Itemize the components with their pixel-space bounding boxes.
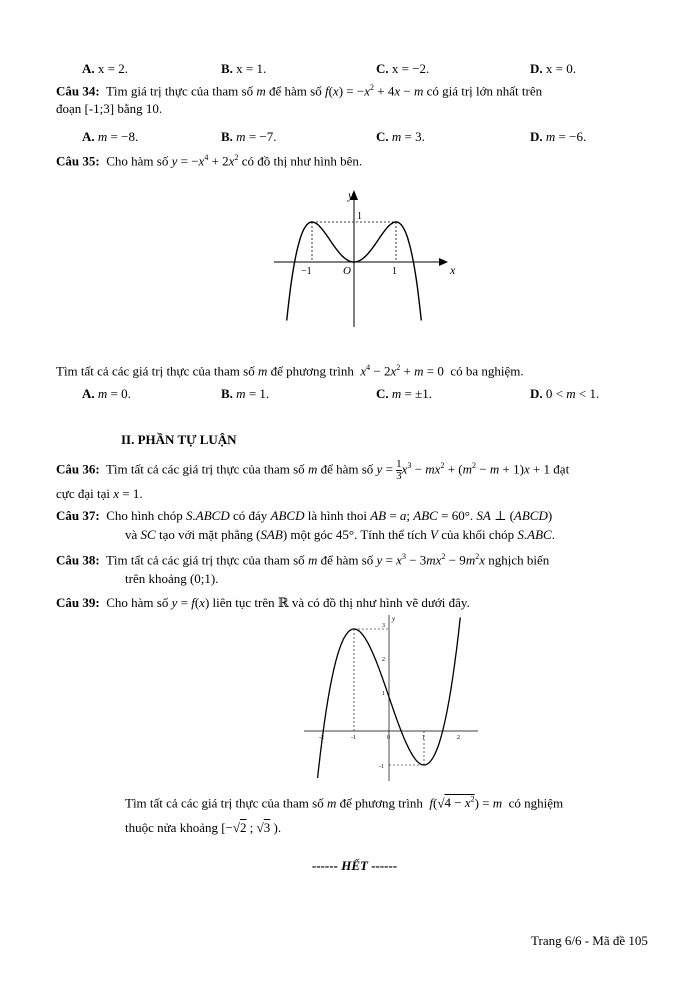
q36-line2: cực đại tại x = 1. bbox=[56, 486, 143, 501]
svg-text:−1: −1 bbox=[301, 266, 312, 277]
svg-text:0: 0 bbox=[387, 735, 390, 741]
q36-line1: Câu 36: Tìm tất cả các giá trị thực của tham số m để hàm số y = $\frac{1}{3}$ $x^3 - mx^2 + (m^2 - m + 1)x + 1$ đạt bbox=[56, 457, 570, 482]
q37-line2: và SC tạo với mặt phẳng (SAB) một góc 45°. Tính thể tích V của khối chóp S.ABC. bbox=[125, 527, 555, 542]
q38-line2: trên khoảng (0;1). bbox=[125, 571, 219, 586]
svg-text:2: 2 bbox=[457, 735, 460, 741]
svg-text:2: 2 bbox=[382, 657, 385, 663]
svg-text:3: 3 bbox=[382, 623, 385, 629]
q39-text: Câu 39: Cho hàm số y = f(x) liên tục trên ℝ và có đồ thị như hình vẽ dưới đây. bbox=[56, 595, 470, 610]
svg-text:x: x bbox=[450, 263, 456, 277]
page-footer: Trang 6/6 - Mã đề 105 bbox=[531, 933, 648, 948]
q33-answer-b: x = 1. bbox=[236, 61, 267, 76]
end-marker: ------ HẾT ------ bbox=[312, 858, 398, 873]
q35-text: Câu 35: Cho hàm số $y = -x^4 + 2x^2$ có đồ thị như hình bên. bbox=[56, 153, 363, 169]
q39-question-line1: Tìm tất cả các giá trị thực của tham số m để phương trình $f(√4 - x^2) = m$ có nghiệm bbox=[125, 795, 564, 811]
q39-question-line2: thuộc nửa khoảng [−√2 ; √3 ). bbox=[125, 820, 282, 835]
q33-answer-c: x = −2. bbox=[391, 61, 430, 76]
q39-graph bbox=[302, 613, 482, 783]
section-title: II. PHẦN TỰ LUẬN bbox=[121, 432, 237, 447]
svg-text:y: y bbox=[348, 188, 354, 202]
svg-text:1: 1 bbox=[357, 211, 362, 222]
q38-line1: Câu 38: Tìm tất cả các giá trị thực của tham số m để hàm số $y = x^3 - 3mx^2 - 9m^2x$ nghịch biến bbox=[56, 552, 550, 568]
q34-line1: Câu 34: Tìm giá trị thực của tham số m để hàm số $f(x) = -x^2 + 4x - m$ có giá trị lớn nhất trên bbox=[56, 83, 543, 99]
q33-answer-a: x = 2. bbox=[97, 61, 128, 76]
q34-line2: đoạn [-1;3] bằng 10. bbox=[56, 101, 163, 116]
svg-text:1: 1 bbox=[422, 735, 425, 741]
svg-text:1: 1 bbox=[382, 691, 385, 697]
q33-answer-d: x = 0. bbox=[545, 61, 576, 76]
svg-text:y: y bbox=[392, 615, 396, 623]
svg-text:-1: -1 bbox=[379, 764, 384, 770]
svg-text:O: O bbox=[343, 265, 351, 277]
svg-text:-2: -2 bbox=[319, 735, 324, 741]
svg-text:1: 1 bbox=[392, 266, 397, 277]
svg-text:-1: -1 bbox=[351, 735, 356, 741]
q37-line1: Câu 37: Cho hình chóp S.ABCD có đáy ABCD là hình thoi AB = a; ABC = 60°. SA ⊥ (ABCD) bbox=[56, 508, 553, 523]
q35-question: Tìm tất cả các giá trị thực của tham số m để phương trình $x^4 - 2x^2 + m = 0$ có ba nghiệm. bbox=[56, 363, 524, 379]
q35-graph bbox=[268, 182, 468, 332]
